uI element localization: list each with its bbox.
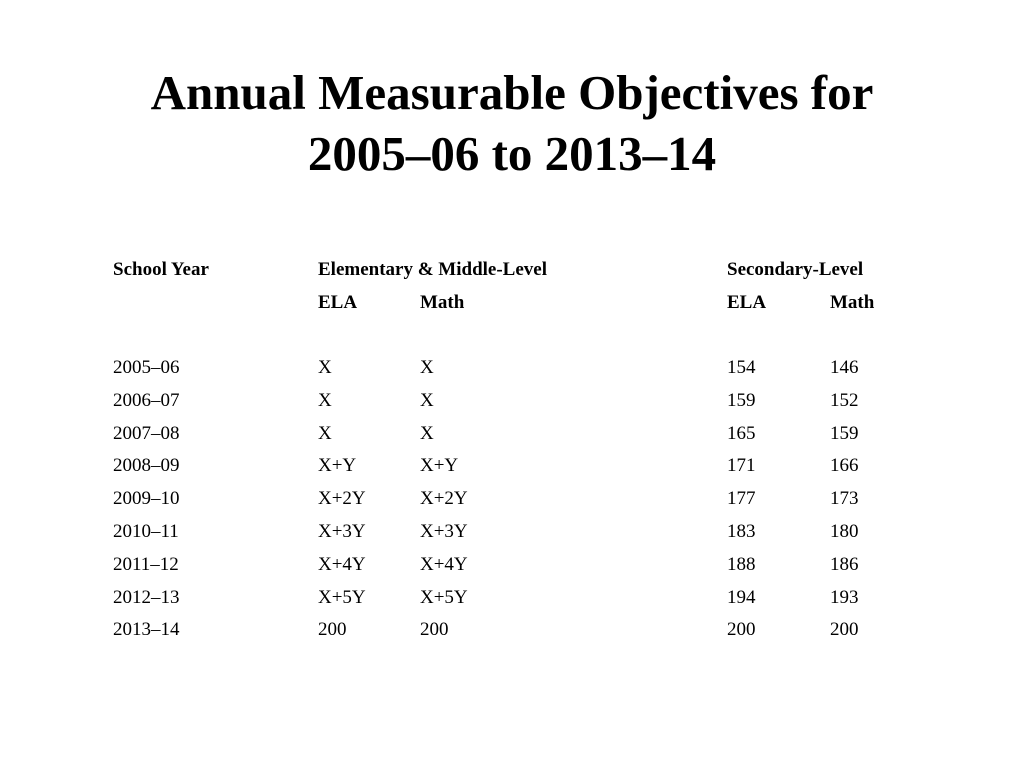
cell-sec-math: 152 [830, 390, 859, 411]
cell-school-year: 2009–10 [113, 488, 180, 509]
cell-sec-math: 193 [830, 587, 859, 608]
cell-sec-ela: 177 [727, 488, 756, 509]
cell-elem-ela: X+4Y [318, 554, 366, 575]
cell-elem-ela: X [318, 423, 332, 444]
header-secondary-level: Secondary-Level [727, 259, 864, 280]
header-sec-math: Math [830, 292, 875, 313]
header-elem-math: Math [420, 292, 465, 313]
cell-sec-math: 200 [830, 619, 859, 640]
cell-school-year: 2007–08 [113, 423, 180, 444]
cell-elem-ela: X+3Y [318, 521, 366, 542]
cell-sec-math: 159 [830, 423, 859, 444]
cell-elem-math: X [420, 423, 434, 444]
title-line-2: 2005–06 to 2013–14 [307, 126, 717, 181]
cell-sec-ela: 154 [727, 357, 756, 378]
cell-elem-ela: 200 [318, 619, 347, 640]
cell-sec-ela: 188 [727, 554, 756, 575]
cell-sec-math: 180 [830, 521, 859, 542]
cell-elem-math: X+2Y [420, 488, 468, 509]
cell-elem-math: X+4Y [420, 554, 468, 575]
cell-school-year: 2010–11 [113, 521, 179, 542]
cell-sec-ela: 183 [727, 521, 756, 542]
cell-sec-ela: 200 [727, 619, 756, 640]
header-elementary-middle-level: Elementary & Middle-Level [318, 259, 548, 280]
cell-elem-math: X+5Y [420, 587, 468, 608]
cell-elem-math: 200 [420, 619, 449, 640]
cell-elem-math: X+3Y [420, 521, 468, 542]
cell-elem-ela: X+5Y [318, 587, 366, 608]
cell-sec-ela: 165 [727, 423, 756, 444]
cell-elem-ela: X [318, 390, 332, 411]
cell-school-year: 2008–09 [113, 455, 180, 476]
cell-sec-math: 173 [830, 488, 859, 509]
cell-elem-ela: X+2Y [318, 488, 366, 509]
cell-sec-ela: 171 [727, 455, 756, 476]
cell-sec-ela: 159 [727, 390, 756, 411]
cell-elem-math: X [420, 357, 434, 378]
cell-elem-math: X [420, 390, 434, 411]
header-school-year: School Year [113, 259, 209, 280]
cell-school-year: 2013–14 [113, 619, 180, 640]
cell-sec-math: 166 [830, 455, 859, 476]
cell-school-year: 2011–12 [113, 554, 179, 575]
cell-sec-ela: 194 [727, 587, 756, 608]
cell-sec-math: 186 [830, 554, 859, 575]
header-elem-ela: ELA [318, 292, 358, 313]
cell-school-year: 2006–07 [113, 390, 180, 411]
cell-elem-ela: X [318, 357, 332, 378]
header-sec-ela: ELA [727, 292, 767, 313]
cell-school-year: 2005–06 [113, 357, 180, 378]
cell-elem-math: X+Y [420, 455, 459, 476]
title-line-1: Annual Measurable Objectives for [150, 65, 874, 120]
cell-elem-ela: X+Y [318, 455, 357, 476]
cell-school-year: 2012–13 [113, 587, 180, 608]
cell-sec-math: 146 [830, 357, 859, 378]
